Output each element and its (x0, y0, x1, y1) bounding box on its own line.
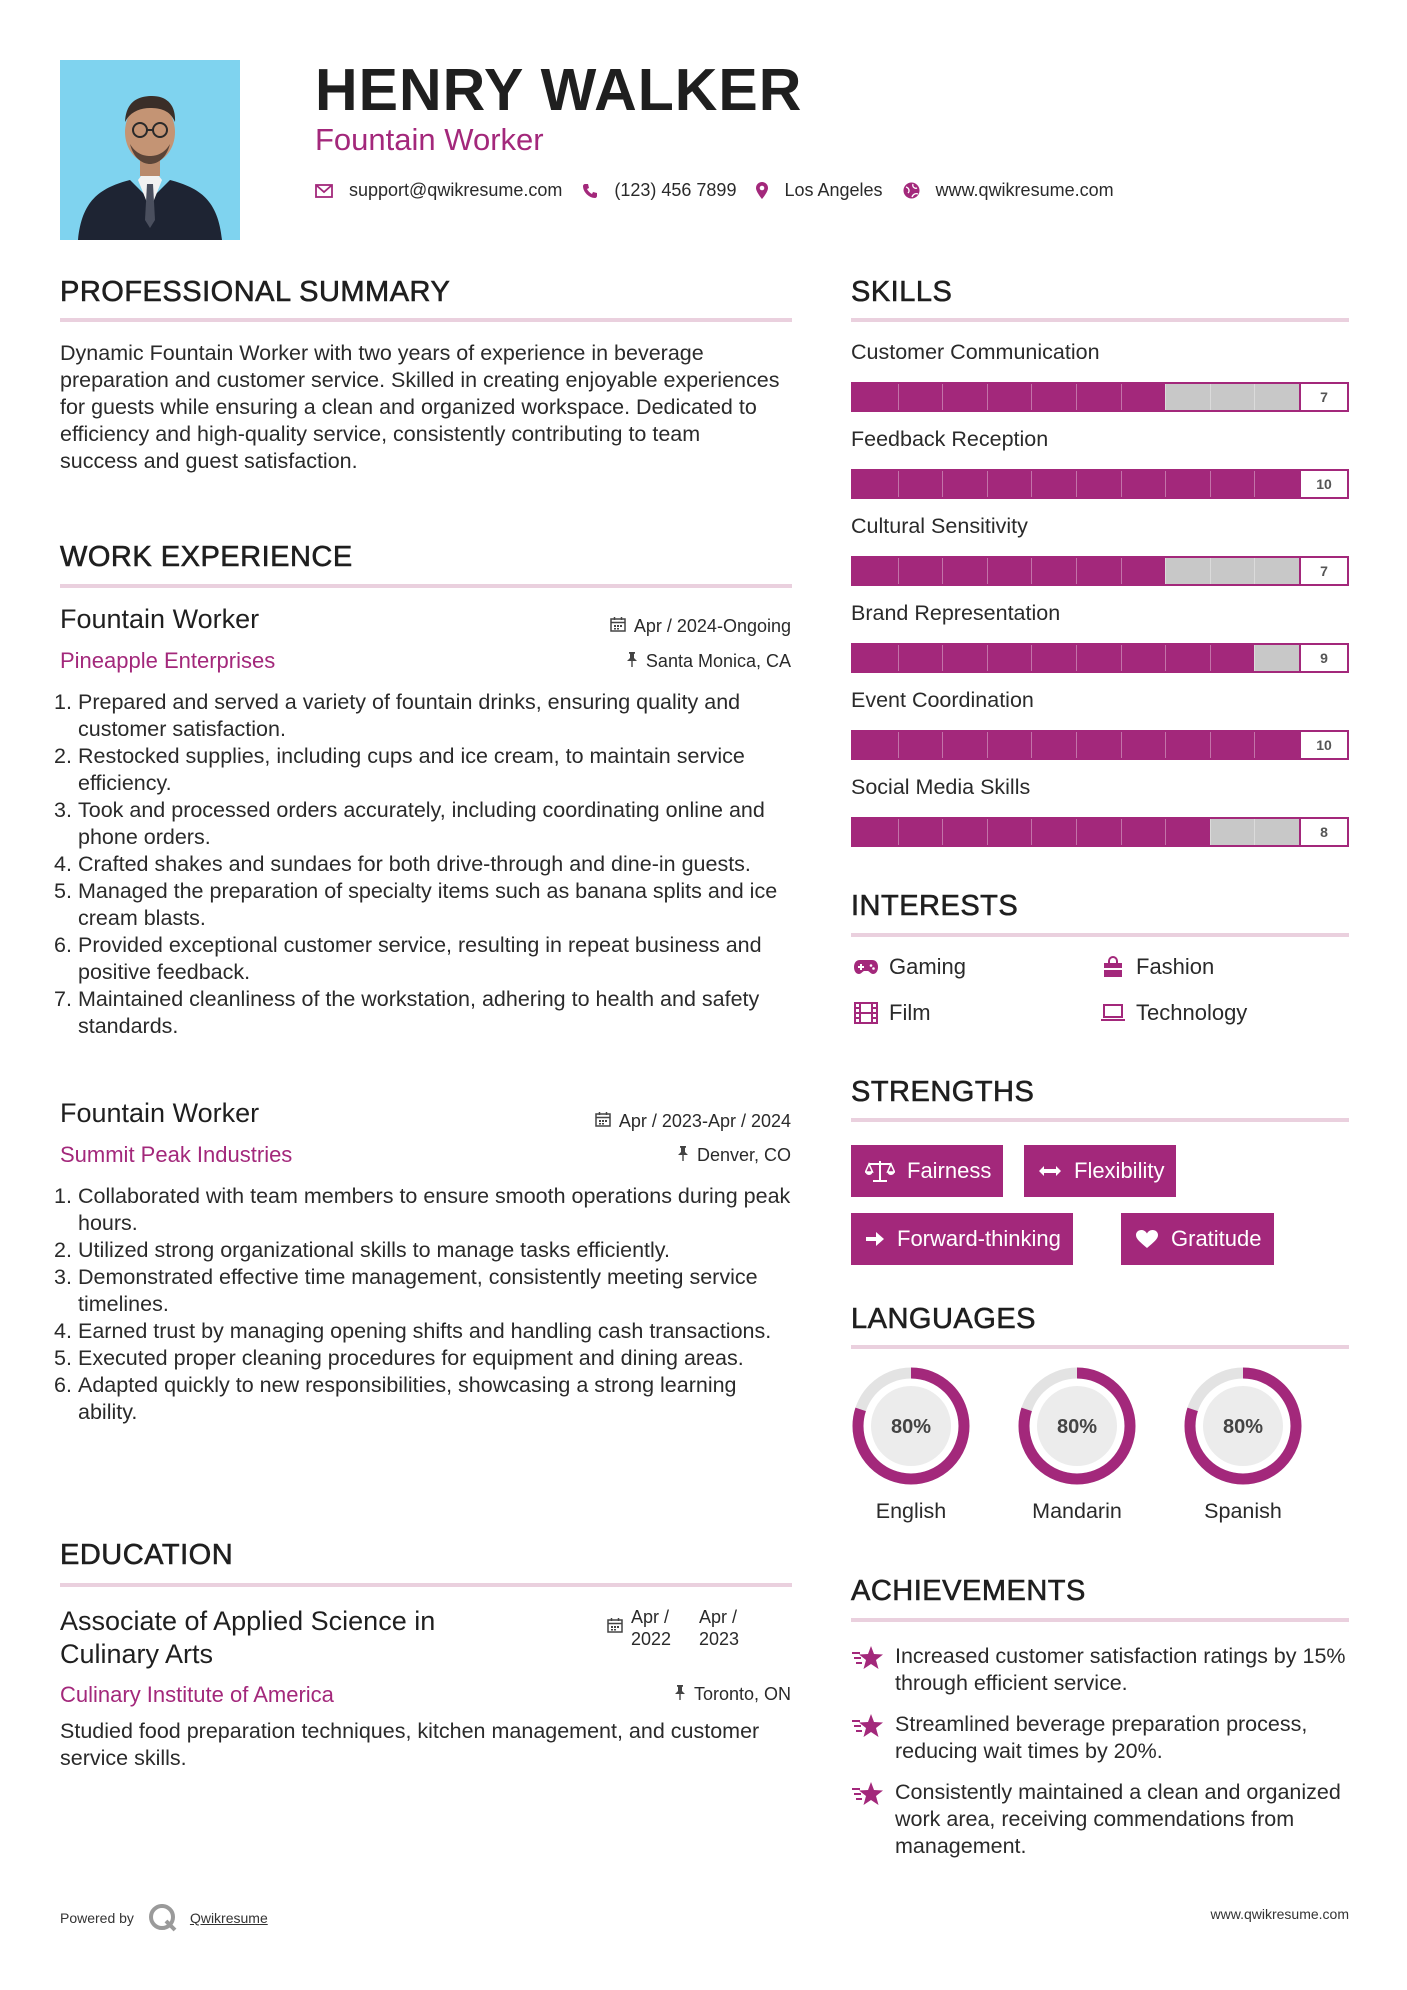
skill-bar-segment (1031, 645, 1032, 671)
phone-icon (582, 183, 598, 199)
language-ring (850, 1365, 972, 1487)
languages-row (831, 1365, 1351, 1545)
contact-email[interactable]: support@qwikresume.com (349, 180, 563, 200)
skill-bar-segment (898, 384, 899, 410)
language-percent: 80% (1056, 1416, 1098, 1438)
skill-bar-segment (1031, 732, 1032, 758)
skill-bar-segment (987, 645, 988, 671)
skill-bar-segment (1076, 645, 1077, 671)
skill-label: Social Media Skills (851, 775, 1031, 799)
language-name: Spanish (1204, 1499, 1282, 1523)
strength-chip-flexibility (1024, 1145, 1176, 1197)
skill-label: Cultural Sensitivity (851, 514, 1028, 538)
interest-label: Film (889, 1000, 931, 1025)
language-item (831, 1365, 991, 1524)
summary-divider (60, 318, 792, 322)
map-pin-icon (756, 182, 768, 199)
skill-bar-segment (942, 384, 943, 410)
job-dates (610, 616, 791, 637)
job-title: Fountain Worker (60, 604, 260, 634)
skill-bar-segment (942, 732, 943, 758)
powered-by-label: Powered by (60, 1910, 134, 1926)
language-name: Mandarin (1032, 1499, 1122, 1523)
achievements-divider (851, 1618, 1349, 1622)
qwikresume-link[interactable]: Qwikresume (189, 1910, 268, 1926)
languages-divider (851, 1345, 1349, 1349)
achievements-list (851, 1643, 1349, 1860)
school-name: Culinary Institute of America (60, 1682, 334, 1707)
skill-bar-segment (898, 819, 899, 845)
skill-item (851, 775, 1349, 855)
language-name: English (875, 1499, 947, 1523)
skill-level-bar (851, 643, 1349, 673)
skill-bar-segment (987, 471, 988, 497)
contact-phone[interactable]: (123) 456 7899 (614, 180, 737, 200)
skill-bar-segment (1254, 732, 1255, 758)
calendar-icon (610, 616, 626, 637)
job-bullets (54, 689, 795, 1040)
achievement-text: Consistently maintained a clean and organized work area, receiving commendations from management. (895, 1780, 1341, 1858)
summary-heading: PROFESSIONAL SUMMARY (60, 276, 451, 308)
job-title: Fountain Worker (60, 1098, 260, 1128)
skill-bar-segment (1121, 645, 1122, 671)
arrow-right-icon (865, 1230, 885, 1248)
arrows-horizontal-icon (1038, 1164, 1062, 1178)
skill-level-fill (853, 645, 1254, 671)
language-item (997, 1365, 1157, 1524)
calendar-icon (595, 1111, 611, 1132)
skill-bar-segment (987, 384, 988, 410)
education-start-date: Apr / 2022 (631, 1607, 672, 1649)
contact-bar (315, 180, 1134, 201)
education-heading: EDUCATION (60, 1539, 234, 1571)
star-badge-icon (851, 1711, 885, 1765)
skill-bar-segment (1076, 558, 1077, 584)
heart-icon (1135, 1229, 1159, 1249)
skill-bar-segment (1076, 819, 1077, 845)
skill-bar-segment (1210, 384, 1211, 410)
skill-bar-segment (1031, 471, 1032, 497)
list-item: 6. Provided exceptional customer service, resulting in repeat business and positive feedback. (54, 933, 762, 984)
skill-bar-segment (942, 645, 943, 671)
strength-label: Forward-thinking (897, 1226, 1061, 1251)
footer-powered-by (60, 1903, 268, 1933)
skill-score: 10 (1299, 471, 1347, 497)
contact-location: Los Angeles (784, 180, 883, 200)
languages-heading: LANGUAGES (851, 1303, 1036, 1335)
person-portrait-icon (60, 60, 240, 240)
envelope-icon (315, 184, 333, 198)
skill-bar-segment (1210, 732, 1211, 758)
skill-bar-segment (1254, 645, 1255, 671)
achievement-item (851, 1779, 1349, 1860)
skill-bar-segment (942, 558, 943, 584)
job-location-text: Santa Monica, CA (645, 651, 791, 671)
achievement-item (851, 1643, 1349, 1697)
candidate-role: Fountain Worker (315, 122, 544, 157)
pushpin-icon (626, 651, 638, 672)
skill-level-bar (851, 817, 1349, 847)
skills-divider (851, 318, 1349, 322)
skill-bar-segment (1210, 558, 1211, 584)
list-item: 6. Adapted quickly to new responsibilities, showcasing a strong learning ability. (54, 1373, 737, 1424)
skill-bar-segment (1076, 384, 1077, 410)
skill-bar-segment (898, 645, 899, 671)
profile-photo (60, 60, 240, 240)
skill-bar-segment (1031, 384, 1032, 410)
skill-bar-segment (1254, 471, 1255, 497)
skill-label: Event Coordination (851, 688, 1034, 712)
skill-bar-segment (1031, 819, 1032, 845)
film-icon (851, 1002, 881, 1024)
globe-icon (903, 182, 920, 199)
skill-item (851, 340, 1349, 427)
pushpin-icon (677, 1145, 689, 1166)
skill-score: 10 (1299, 732, 1347, 758)
candidate-name: HENRY WALKER (315, 57, 803, 123)
skill-label: Brand Representation (851, 601, 1061, 625)
list-item: 2. Restocked supplies, including cups and ice cream, to maintain service efficiency. (54, 744, 745, 795)
interest-label: Fashion (1136, 954, 1215, 979)
skill-score: 9 (1299, 645, 1347, 671)
interest-label: Gaming (889, 954, 967, 979)
list-item: 3. Demonstrated effective time management, consistently meeting service timelines. (54, 1265, 758, 1316)
strength-chip-fairness (851, 1145, 1003, 1197)
language-percent: 80% (1222, 1416, 1264, 1438)
list-item: 4. Earned trust by managing opening shifts and handling cash transactions. (54, 1319, 772, 1343)
summary-text: Dynamic Fountain Worker with two years of experience in beverage preparation and customer service. Skilled in creating enjoyable experiences for guests while ensuring a clean and organized workspace. Dedicated to efficiency and high-quality service, consistently contributing to team success and guest satisfaction. (60, 341, 780, 473)
contact-website[interactable]: www.qwikresume.com (935, 180, 1114, 200)
skill-bar-segment (942, 819, 943, 845)
skill-bar-segment (1121, 471, 1122, 497)
skill-bar-segment (987, 732, 988, 758)
job-company: Pineapple Enterprises (60, 648, 276, 673)
skill-bar-segment (1210, 819, 1211, 845)
skill-bar-segment (1210, 645, 1211, 671)
gamepad-icon (851, 959, 881, 975)
job-bullets (54, 1183, 795, 1426)
achievement-text: Increased customer satisfaction ratings by 15% through efficient service. (895, 1644, 1346, 1695)
skill-bar-segment (1076, 471, 1077, 497)
achievement-item (851, 1711, 1349, 1765)
interest-item-fashion (1098, 954, 1214, 980)
interest-label: Technology (1136, 1000, 1248, 1025)
balance-scale-icon (865, 1160, 895, 1182)
education-location (674, 1684, 791, 1705)
achievements-heading: ACHIEVEMENTS (851, 1575, 1086, 1607)
skill-bar-segment (1254, 384, 1255, 410)
achievement-text: Streamlined beverage preparation process, reducing wait times by 20%. (895, 1712, 1308, 1763)
skill-item (851, 601, 1349, 688)
skill-item (851, 427, 1349, 514)
skill-item (851, 514, 1349, 601)
skill-label: Feedback Reception (851, 427, 1049, 451)
education-end-date: Apr / 2023 (699, 1607, 740, 1649)
strength-label: Flexibility (1074, 1158, 1165, 1183)
strength-chip-forward-thinking (851, 1213, 1073, 1265)
skill-bar-segment (1165, 558, 1166, 584)
skill-bar-segment (1165, 471, 1166, 497)
qwikresume-logo-icon (148, 1903, 178, 1933)
job-dates-text: Apr / 2023-Apr / 2024 (618, 1111, 791, 1131)
skill-bar-segment (1121, 732, 1122, 758)
skill-bar-segment (1031, 558, 1032, 584)
skill-level-bar (851, 556, 1349, 586)
skill-bar-segment (1165, 732, 1166, 758)
list-item: 2. Utilized strong organizational skills to manage tasks efficiently. (54, 1238, 670, 1262)
skill-bar-segment (1121, 384, 1122, 410)
skills-heading: SKILLS (851, 276, 953, 308)
strength-label: Gratitude (1171, 1226, 1262, 1251)
interest-item-gaming (851, 954, 966, 980)
job-dates-text: Apr / 2024-Ongoing (633, 616, 791, 636)
strength-chip-gratitude (1121, 1213, 1274, 1265)
skill-bar-segment (1254, 819, 1255, 845)
skill-item (851, 688, 1349, 775)
experience-divider (60, 584, 792, 588)
list-item: 5. Managed the preparation of specialty items such as banana splits and ice cream blasts. (54, 879, 778, 930)
job-location (677, 1145, 791, 1166)
calendar-icon (607, 1616, 623, 1638)
language-item (1163, 1365, 1323, 1524)
job-location-text: Denver, CO (696, 1145, 791, 1165)
laptop-icon (1098, 1004, 1128, 1022)
skill-score: 8 (1299, 819, 1347, 845)
job-location (626, 651, 791, 672)
list-item: 7. Maintained cleanliness of the workstation, adhering to health and safety standards. (54, 987, 760, 1038)
skill-bar-segment (987, 558, 988, 584)
list-item: 5. Executed proper cleaning procedures for equipment and dining areas. (54, 1346, 744, 1370)
skill-bar-segment (1121, 819, 1122, 845)
skill-bar-segment (1165, 645, 1166, 671)
strengths-divider (851, 1118, 1349, 1122)
interest-item-technology (1098, 1000, 1247, 1026)
language-ring (1182, 1365, 1304, 1487)
list-item: 1. Prepared and served a variety of fountain drinks, ensuring quality and customer satisfaction. (54, 690, 741, 741)
skill-level-fill (853, 384, 1165, 410)
skill-level-bar (851, 469, 1349, 499)
skill-level-bar (851, 730, 1349, 760)
star-badge-icon (851, 1643, 885, 1697)
skill-score: 7 (1299, 384, 1347, 410)
list-item: 1. Collaborated with team members to ensure smooth operations during peak hours. (54, 1184, 791, 1235)
education-divider (60, 1583, 792, 1587)
skills-list (851, 340, 1349, 855)
interests-heading: INTERESTS (851, 890, 1019, 922)
skill-bar-segment (1076, 732, 1077, 758)
skill-bar-segment (1254, 558, 1255, 584)
skill-bar-segment (1165, 384, 1166, 410)
strength-label: Fairness (907, 1158, 992, 1183)
language-percent: 80% (890, 1416, 932, 1438)
experience-heading: WORK EXPERIENCE (60, 541, 353, 573)
strengths-heading: STRENGTHS (851, 1076, 1035, 1108)
skill-label: Customer Communication (851, 340, 1100, 364)
star-badge-icon (851, 1779, 885, 1860)
job-dates (595, 1111, 791, 1132)
footer-website[interactable]: www.qwikresume.com (1210, 1906, 1349, 1922)
skill-bar-segment (898, 558, 899, 584)
skill-bar-segment (1210, 471, 1211, 497)
skill-bar-segment (942, 471, 943, 497)
education-dates (607, 1606, 751, 1650)
pushpin-icon (674, 1684, 686, 1705)
skill-score: 7 (1299, 558, 1347, 584)
skill-bar-segment (898, 732, 899, 758)
skill-bar-segment (898, 471, 899, 497)
education-location-text: Toronto, ON (693, 1684, 791, 1704)
skill-bar-segment (1165, 819, 1166, 845)
interest-item-film (851, 1000, 931, 1026)
education-description: Studied food preparation techniques, kitchen management, and customer service skills. (60, 1719, 760, 1770)
language-ring (1016, 1365, 1138, 1487)
interests-divider (851, 933, 1349, 937)
skill-level-fill (853, 558, 1165, 584)
degree-title: Associate of Applied Science in Culinary Arts (60, 1606, 436, 1669)
list-item: 3. Took and processed orders accurately, including coordinating online and phone orders. (54, 798, 765, 849)
job-company: Summit Peak Industries (60, 1142, 293, 1167)
shopping-bag-icon (1098, 955, 1128, 979)
skill-level-bar (851, 382, 1349, 412)
skill-bar-segment (987, 819, 988, 845)
skill-bar-segment (1121, 558, 1122, 584)
list-item: 4. Crafted shakes and sundaes for both drive-through and dine-in guests. (54, 852, 751, 876)
